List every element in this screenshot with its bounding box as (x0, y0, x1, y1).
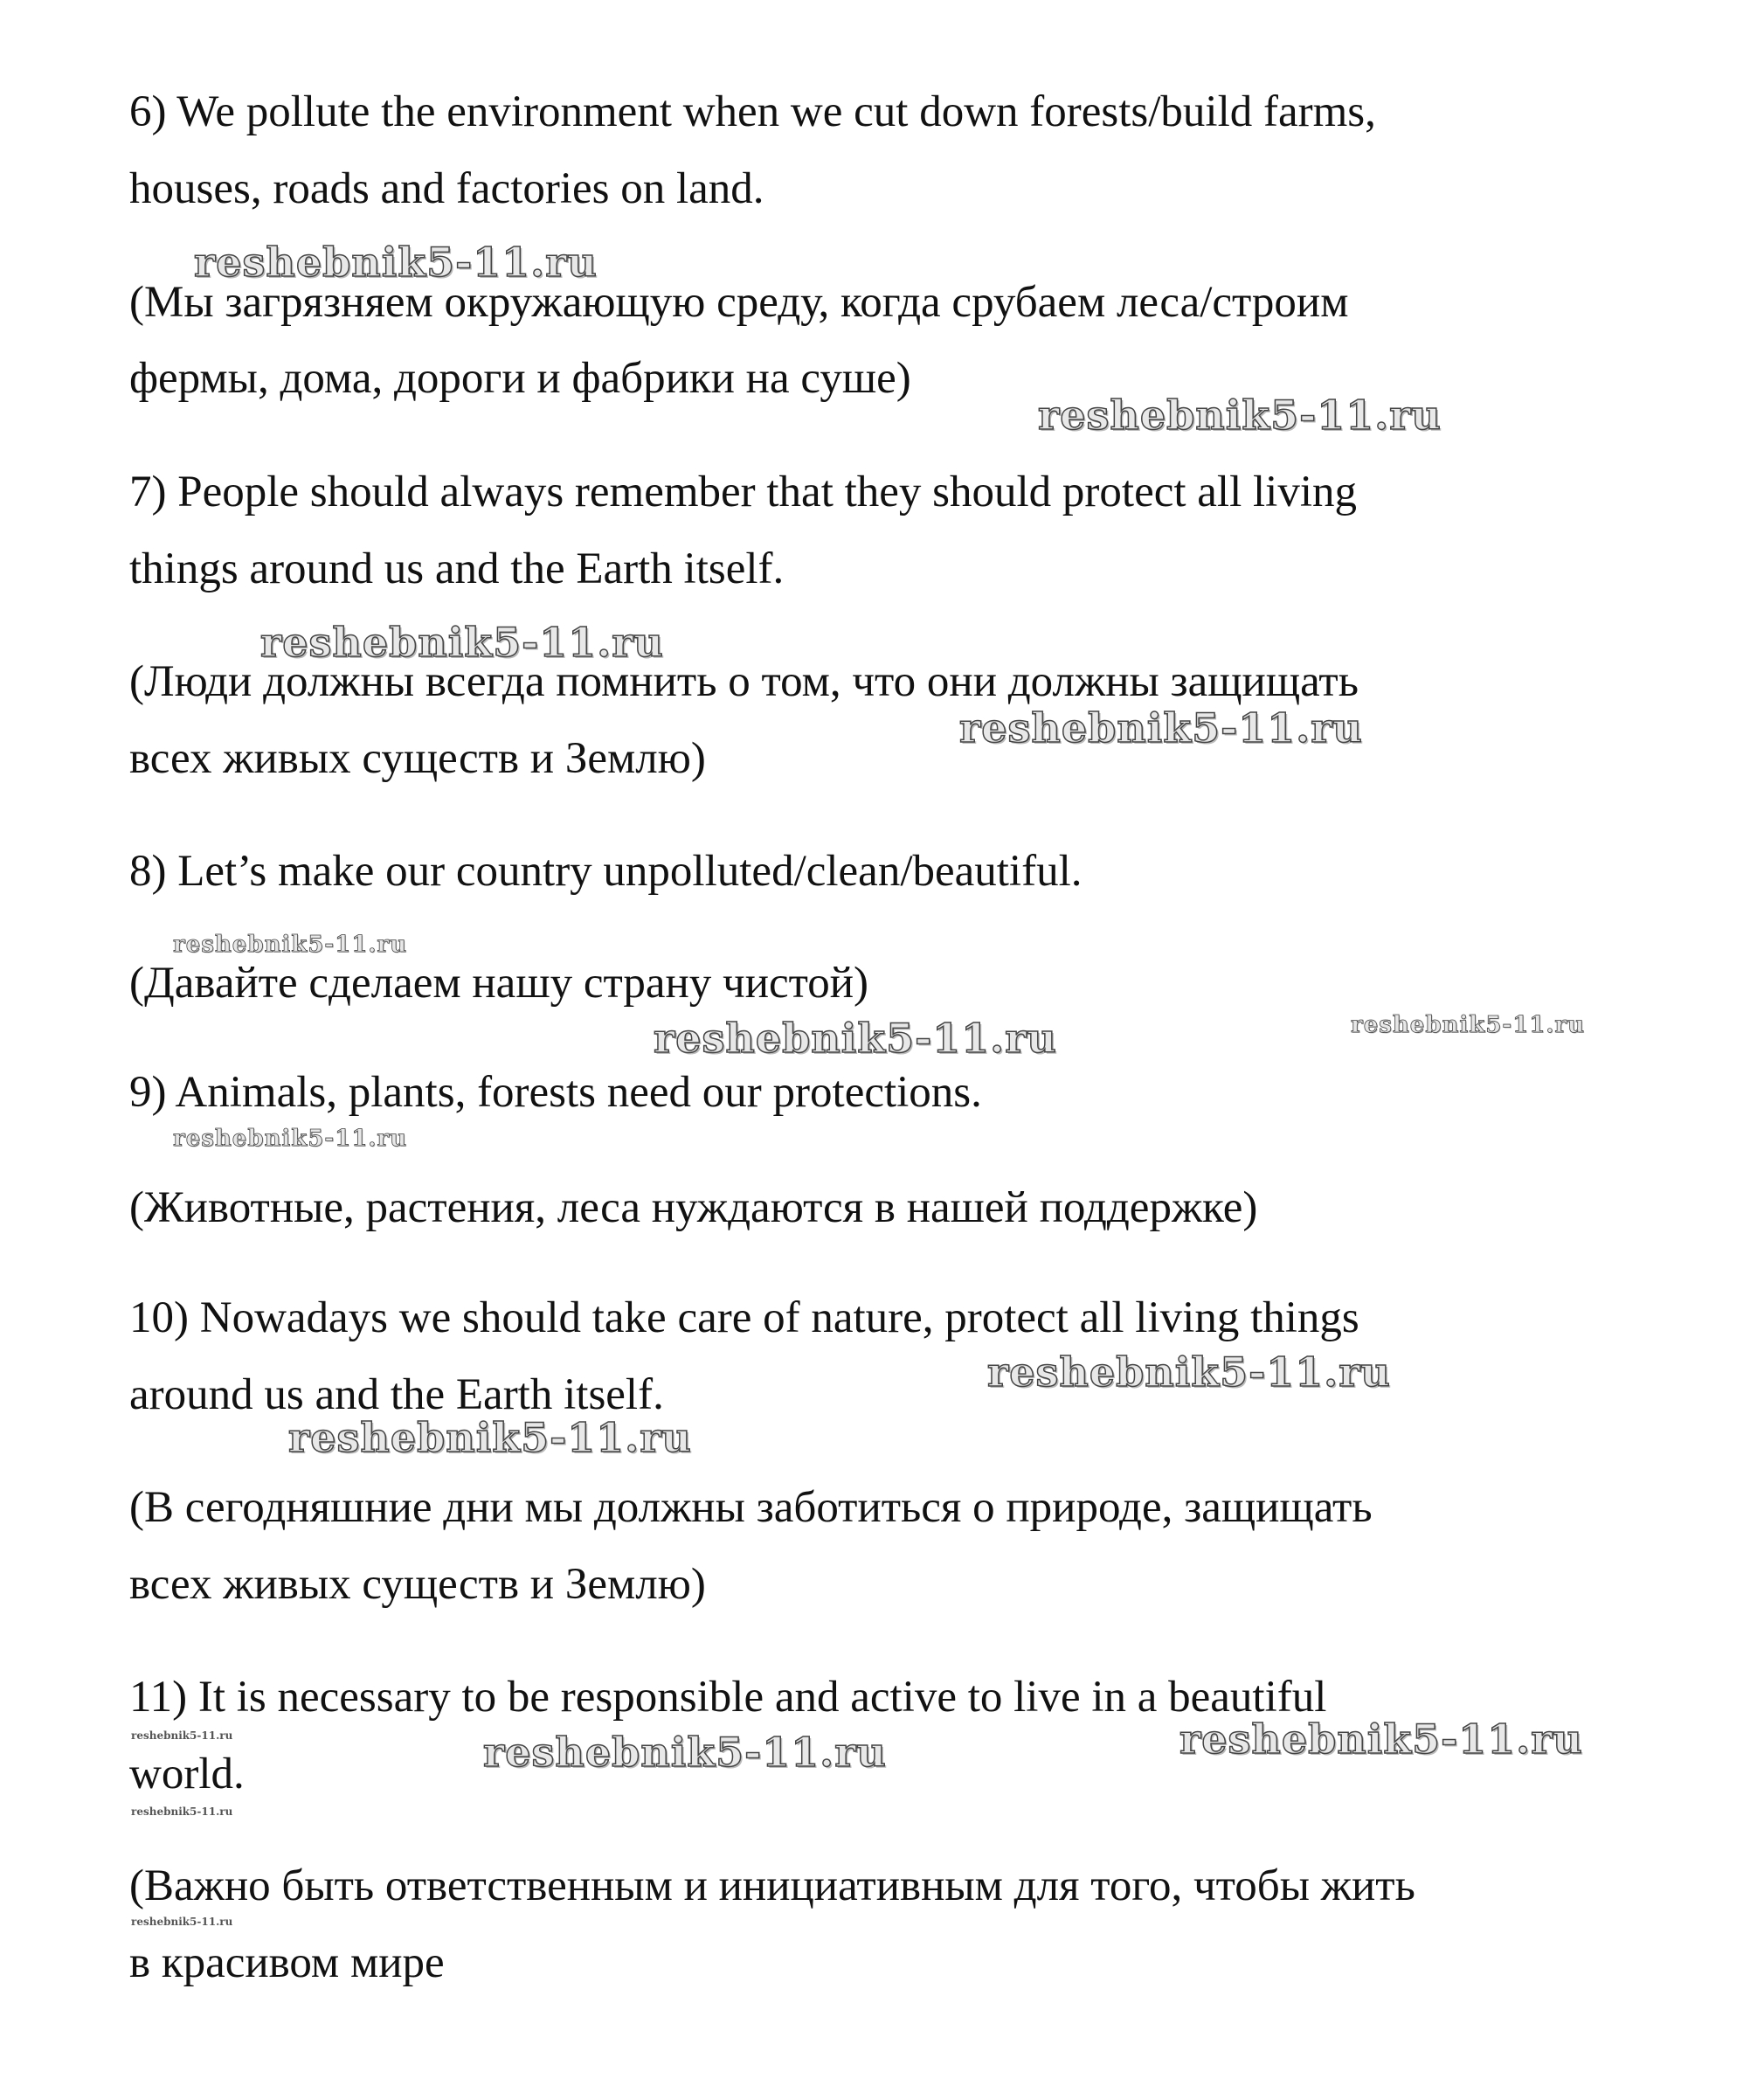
watermark: reshebnik5-11.ru (131, 1916, 233, 1928)
watermark: reshebnik5-11.ru (654, 1015, 1057, 1062)
text-line-11-ru-1: (Важно быть ответственным и инициативным для того, чтобы жить (129, 1861, 1415, 1910)
text-line-10-en-1: 10) Nowadays we should take care of nature, protect all living things (129, 1293, 1359, 1342)
watermark: reshebnik5-11.ru (131, 1729, 233, 1742)
text-line-10-en-2: around us and the Earth itself. (129, 1370, 664, 1419)
text-line-6-en-1: 6) We pollute the environment when we cut down forests/build farms, (129, 87, 1376, 136)
text-line-7-en-1: 7) People should always remember that they should protect all living (129, 468, 1358, 516)
watermark: reshebnik5-11.ru (260, 619, 664, 666)
watermark: reshebnik5-11.ru (173, 932, 408, 958)
text-line-6-en-2: houses, roads and factories on land. (129, 164, 764, 213)
watermark: reshebnik5-11.ru (131, 1805, 233, 1818)
watermark: reshebnik5-11.ru (959, 704, 1363, 752)
watermark: reshebnik5-11.ru (1038, 392, 1442, 439)
text-line-11-ru-2: в красивом мире (129, 1938, 445, 1987)
watermark: reshebnik5-11.ru (288, 1414, 692, 1461)
text-line-7-ru-2: всех живых существ и Землю) (129, 734, 706, 783)
watermark: reshebnik5-11.ru (1179, 1715, 1583, 1763)
text-line-8-en-1: 8) Let’s make our country unpolluted/clean/beautiful. (129, 847, 1083, 896)
text-line-10-ru-1: (В сегодняшние дни мы должны заботиться о природе, защищать (129, 1483, 1373, 1532)
watermark: reshebnik5-11.ru (987, 1348, 1391, 1396)
watermark: reshebnik5-11.ru (1351, 1012, 1586, 1038)
text-line-6-ru-1: (Мы загрязняем окружающую среду, когда срубаем леса/строим (129, 278, 1349, 327)
text-line-9-en-1: 9) Animals, plants, forests need our protections. (129, 1068, 982, 1117)
watermark: reshebnik5-11.ru (483, 1729, 887, 1776)
text-line-6-ru-2: фермы, дома, дороги и фабрики на суше) (129, 354, 911, 403)
text-line-11-en-1: 11) It is necessary to be responsible and active to live in a beautiful (129, 1673, 1327, 1722)
watermark: reshebnik5-11.ru (173, 1126, 408, 1152)
text-line-10-ru-2: всех живых существ и Землю) (129, 1560, 706, 1609)
text-line-9-ru-1: (Животные, растения, леса нуждаются в нашей поддержке) (129, 1183, 1258, 1232)
watermark: reshebnik5-11.ru (194, 239, 598, 286)
text-line-7-ru-1: (Люди должны всегда помнить о том, что они должны защищать (129, 657, 1359, 706)
text-line-11-en-2: world. (129, 1750, 245, 1799)
text-line-8-ru-1: (Давайте сделаем нашу страну чистой) (129, 959, 869, 1008)
text-line-7-en-2: things around us and the Earth itself. (129, 544, 785, 593)
